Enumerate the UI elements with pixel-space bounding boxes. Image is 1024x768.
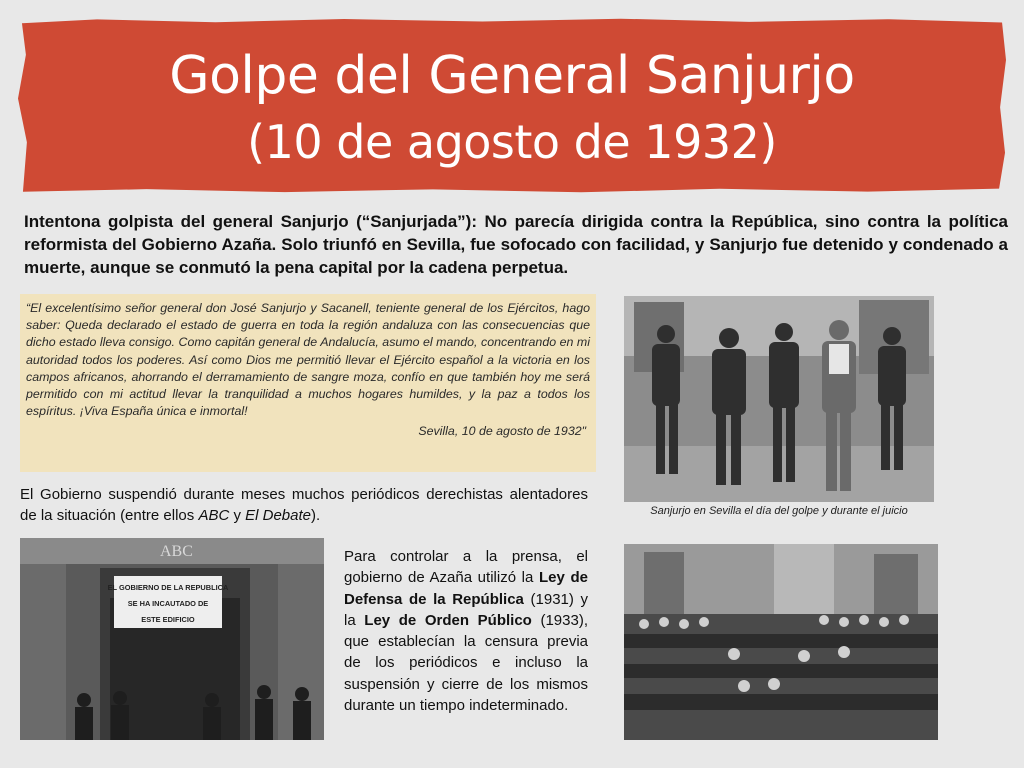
press-text-1: Para controlar a la prensa, el gobierno de Azaña utilizó la <box>344 548 588 587</box>
page-subtitle: (10 de agosto de 1932) <box>247 115 777 169</box>
sign-line-3: ESTE EDIFICIO <box>141 615 195 624</box>
newspaper-abc: ABC <box>198 507 230 524</box>
sanjurjo-seville-photo <box>624 296 934 502</box>
quote-signature: Sevilla, 10 de agosto de 1932" <box>418 424 586 439</box>
abc-building-photo <box>20 538 324 740</box>
abc-facade-text: ABC <box>160 543 193 560</box>
page-title: Golpe del General Sanjurjo <box>169 46 855 106</box>
sign-line-2: SE HA INCAUTADO DE <box>127 599 209 608</box>
government-paragraph <box>20 484 588 526</box>
intro-paragraph: Intentona golpista del general Sanjurjo (“Sanjurjada”): No parecía dirigida contra la República, sino contra la política reformista del Gobierno Azaña. Solo triunfó en Sevilla, fue sofocado con facilidad, y Sanjurjo fue detenido y condenado a muerte, aunque se conmutó la pena capital por la cadena perpetua. <box>24 212 1008 277</box>
press-text-2: (1931) y la <box>344 590 588 629</box>
government-and: y <box>229 507 246 524</box>
law-defensa-republica: Ley de Defensa de la República <box>344 569 588 608</box>
press-paragraph <box>344 546 588 716</box>
proclamation-quote <box>20 294 596 472</box>
newspaper-el-debate: El Debate <box>245 507 311 524</box>
government-text: El Gobierno suspendió durante meses muchos periódicos derechistas alentadores de la situación (entre ellos <box>20 486 588 524</box>
sign-line-1: EL GOBIERNO DE LA REPUBLICA <box>107 583 229 592</box>
government-end: ). <box>311 507 321 524</box>
trial-courtroom-photo <box>624 544 938 740</box>
law-orden-publico: Ley de Orden Público <box>364 611 532 629</box>
quote-text: “El excelentísimo señor general don José Sanjurjo y Sacanell, teniente general de los Ejércitos, hago saber: Queda declarado el estado de guerra en toda la región andaluza con las consecuencias que dicho estado lleva consigo. Como capitán general de Andalucía, asumo el mando, concentrando en mi autoridad todos los poderes. Así como Dios me permitió llevar el Ejército español a la victoria en los campos africanos, ahorrando el derramamiento de sangre moza, confío en que también hoy me será permitido con mi actitud llevar la tranquilidad a muchos hogares humildes, y la paz a todos los espíritus. ¡Viva España única e inmortal! <box>26 301 590 419</box>
photo-caption: Sanjurjo en Sevilla el día del golpe y durante el juicio <box>650 505 908 517</box>
press-text-3: (1933), que establecían la censura previa de los periódicos e incluso la suspensión y cierre de los mismos durante un tiempo indeterminado. <box>344 611 588 715</box>
